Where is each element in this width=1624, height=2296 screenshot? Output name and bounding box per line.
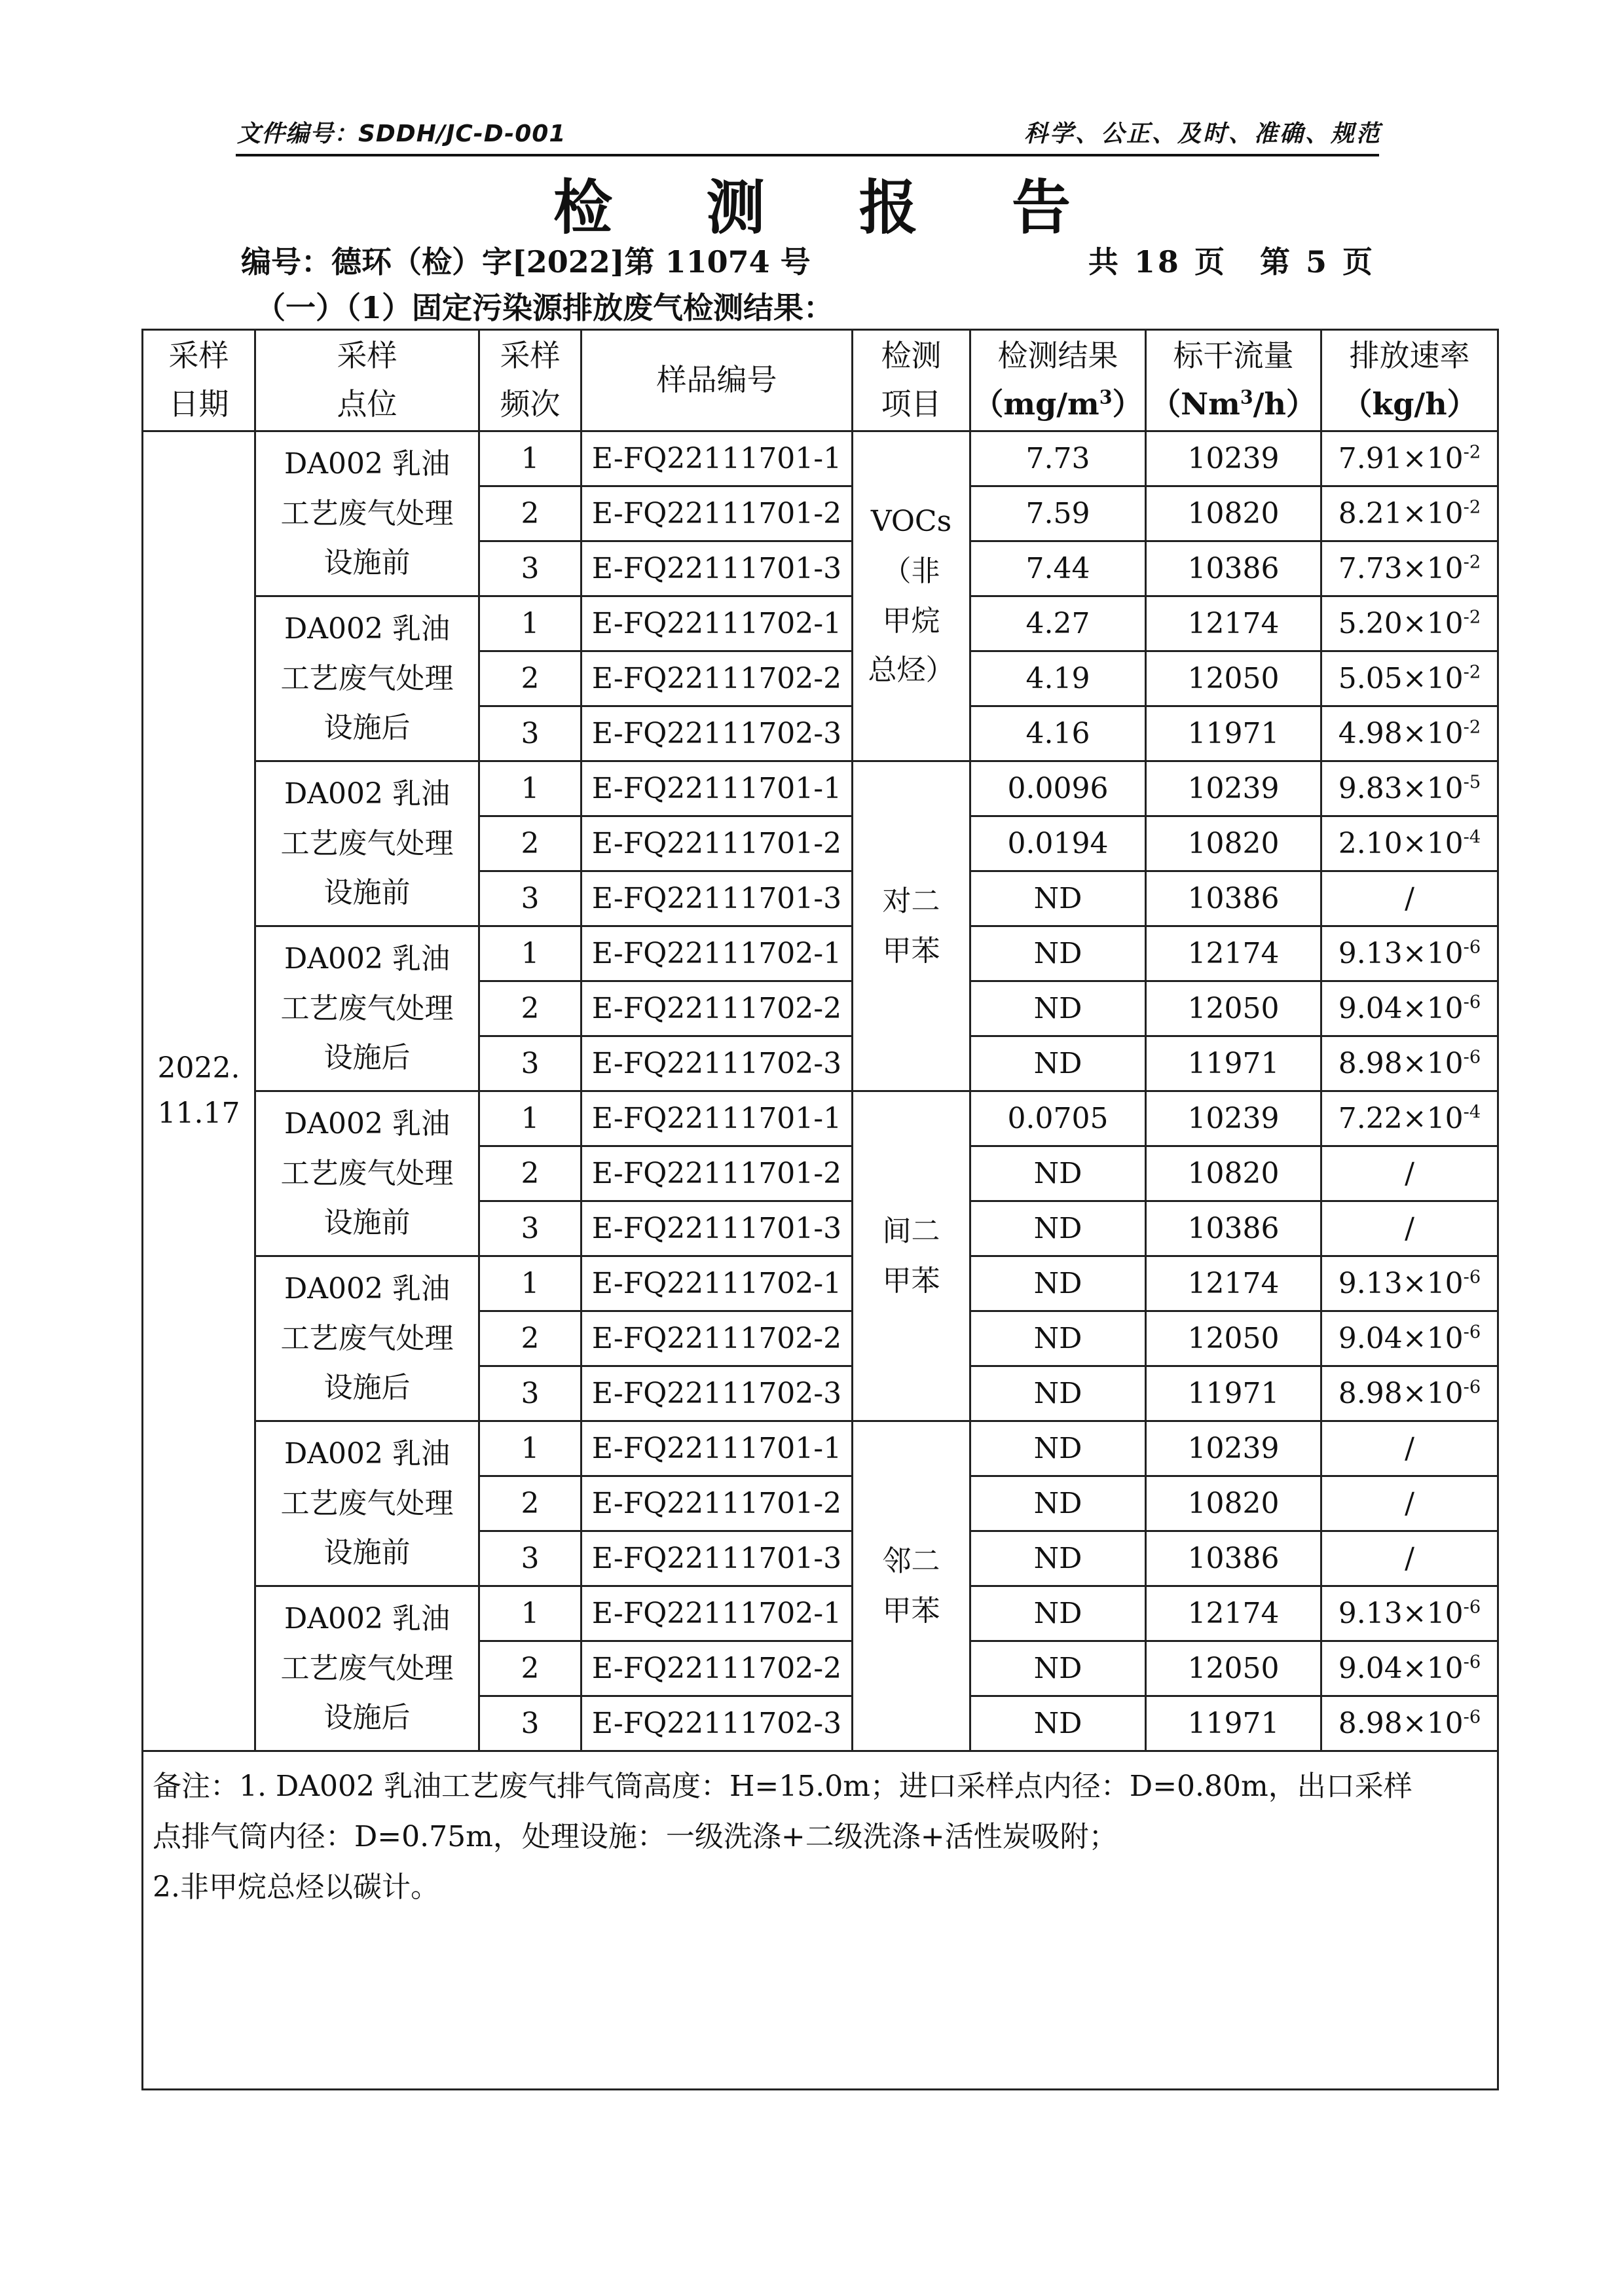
- result-cell: ND: [970, 1256, 1146, 1311]
- flow-cell: 10820: [1146, 1476, 1321, 1531]
- sample-id-cell: E-FQ22111702-3: [581, 1366, 853, 1421]
- sample-id-cell: E-FQ22111702-3: [581, 1036, 853, 1091]
- frequency-cell: 1: [479, 596, 581, 651]
- test-item-cell: VOCs （非 甲烷 总烃）: [853, 431, 970, 761]
- emission-rate-cell: $9.04\times 10^{-6}$: [1321, 981, 1498, 1036]
- frequency-cell: 2: [479, 651, 581, 706]
- sample-id-cell: E-FQ22111701-1: [581, 1421, 853, 1476]
- emission-rate-cell: $7.22\times 10^{-4}$: [1321, 1091, 1498, 1146]
- flow-cell: 10239: [1146, 1091, 1321, 1146]
- report-number: 编号：德环（检）字[2022]第 11074 号: [241, 244, 811, 280]
- flow-cell: 11971: [1146, 1036, 1321, 1091]
- header-sampling-point: 采样 点位: [255, 330, 479, 431]
- sample-id-cell: E-FQ22111702-2: [581, 1311, 853, 1366]
- flow-cell: 12174: [1146, 926, 1321, 981]
- flow-cell: 10820: [1146, 1146, 1321, 1201]
- frequency-cell: 3: [479, 541, 581, 596]
- table-row: [143, 596, 1498, 651]
- emission-rate-cell: /: [1321, 871, 1498, 926]
- table-header-row: [143, 330, 1498, 431]
- emission-rate-cell: $8.98\times 10^{-6}$: [1321, 1366, 1498, 1421]
- sampling-point-cell: DA002 乳油 工艺废气处理 设施后: [255, 926, 479, 1091]
- result-cell: 4.27: [970, 596, 1146, 651]
- header-test-result: 检测结果 $(mg/m^3)$: [970, 330, 1146, 431]
- frequency-cell: 2: [479, 1146, 581, 1201]
- result-cell: ND: [970, 1641, 1146, 1696]
- test-item-cell: 间二 甲苯: [853, 1091, 970, 1421]
- frequency-cell: 1: [479, 1091, 581, 1146]
- sample-id-cell: E-FQ22111702-2: [581, 1641, 853, 1696]
- frequency-cell: 3: [479, 1696, 581, 1751]
- result-cell: 0.0096: [970, 761, 1146, 816]
- result-cell: ND: [970, 1421, 1146, 1476]
- flow-cell: 10386: [1146, 1201, 1321, 1256]
- page-counter: 共 18 页 第 5 页: [1088, 244, 1375, 280]
- result-cell: 7.59: [970, 486, 1146, 541]
- result-cell: 4.19: [970, 651, 1146, 706]
- emission-rate-cell: $4.98\times 10^{-2}$: [1321, 706, 1498, 761]
- result-cell: 7.73: [970, 431, 1146, 486]
- notes-cell: [143, 1751, 1498, 2090]
- flow-cell: 12050: [1146, 981, 1321, 1036]
- frequency-cell: 1: [479, 926, 581, 981]
- emission-rate-cell: $8.98\times 10^{-6}$: [1321, 1696, 1498, 1751]
- emission-rate-cell: $8.21\times 10^{-2}$: [1321, 486, 1498, 541]
- document-code: 文件编号：SDDH/JC-D-001: [237, 120, 566, 147]
- frequency-cell: 1: [479, 1421, 581, 1476]
- emission-rate-cell: $9.83\times 10^{-5}$: [1321, 761, 1498, 816]
- frequency-cell: 2: [479, 486, 581, 541]
- frequency-cell: 2: [479, 816, 581, 871]
- emission-rate-cell: $7.73\times 10^{-2}$: [1321, 541, 1498, 596]
- emission-rate-cell: /: [1321, 1146, 1498, 1201]
- note-line: 备注：1. DA002 乳油工艺废气排气筒高度：H=15.0m；进口采样点内径：D=0.80m，出口采样: [153, 1770, 1412, 1803]
- result-cell: ND: [970, 1146, 1146, 1201]
- table-row: [143, 1586, 1498, 1641]
- test-item-cell: 对二 甲苯: [853, 761, 970, 1091]
- sample-id-cell: E-FQ22111702-2: [581, 981, 853, 1036]
- emission-rate-cell: $8.98\times 10^{-6}$: [1321, 1036, 1498, 1091]
- flow-cell: 10239: [1146, 1421, 1321, 1476]
- sampling-point-cell: DA002 乳油 工艺废气处理 设施后: [255, 1586, 479, 1751]
- table-row: [143, 926, 1498, 981]
- sample-id-cell: E-FQ22111701-1: [581, 431, 853, 486]
- emission-rate-cell: $9.13\times 10^{-6}$: [1321, 1586, 1498, 1641]
- sampling-date-cell: 2022. 11.17: [143, 431, 255, 1751]
- flow-cell: 12050: [1146, 1311, 1321, 1366]
- sample-id-cell: E-FQ22111701-2: [581, 1146, 853, 1201]
- emission-rate-cell: $9.04\times 10^{-6}$: [1321, 1311, 1498, 1366]
- sampling-point-cell: DA002 乳油 工艺废气处理 设施后: [255, 1256, 479, 1421]
- frequency-cell: 2: [479, 1641, 581, 1696]
- sample-id-cell: E-FQ22111701-1: [581, 1091, 853, 1146]
- frequency-cell: 3: [479, 1036, 581, 1091]
- report-title: 检 测 报 告: [553, 173, 1107, 242]
- sample-id-cell: E-FQ22111701-3: [581, 1201, 853, 1256]
- sample-id-cell: E-FQ22111701-2: [581, 816, 853, 871]
- sample-id-cell: E-FQ22111701-3: [581, 871, 853, 926]
- result-cell: ND: [970, 1476, 1146, 1531]
- emission-rate-cell: /: [1321, 1201, 1498, 1256]
- emission-rate-cell: /: [1321, 1531, 1498, 1586]
- result-cell: ND: [970, 1036, 1146, 1091]
- section-title: （一）（1）固定污染源排放废气检测结果：: [255, 290, 834, 325]
- frequency-cell: 2: [479, 1476, 581, 1531]
- emission-rate-cell: $9.13\times 10^{-6}$: [1321, 926, 1498, 981]
- result-cell: ND: [970, 1311, 1146, 1366]
- sample-id-cell: E-FQ22111702-2: [581, 651, 853, 706]
- flow-cell: 10820: [1146, 486, 1321, 541]
- emission-rate-cell: $9.04\times 10^{-6}$: [1321, 1641, 1498, 1696]
- flow-cell: 12050: [1146, 651, 1321, 706]
- table-row: [143, 1091, 1498, 1146]
- header-sampling-frequency: 采样 频次: [479, 330, 581, 431]
- emission-rate-cell: $9.13\times 10^{-6}$: [1321, 1256, 1498, 1311]
- result-cell: ND: [970, 1586, 1146, 1641]
- table-row: [143, 1256, 1498, 1311]
- frequency-cell: 2: [479, 1311, 581, 1366]
- emission-rate-cell: /: [1321, 1476, 1498, 1531]
- result-cell: ND: [970, 1201, 1146, 1256]
- header-sample-id: 样品编号: [581, 330, 853, 431]
- sampling-point-cell: DA002 乳油 工艺废气处理 设施前: [255, 431, 479, 596]
- flow-cell: 12050: [1146, 1641, 1321, 1696]
- flow-cell: 10386: [1146, 871, 1321, 926]
- table-row: [143, 431, 1498, 486]
- notes-row: [143, 1751, 1498, 2090]
- sample-id-cell: E-FQ22111701-3: [581, 541, 853, 596]
- sample-id-cell: E-FQ22111701-2: [581, 486, 853, 541]
- emission-rate-cell: $2.10\times 10^{-4}$: [1321, 816, 1498, 871]
- sample-id-cell: E-FQ22111702-1: [581, 926, 853, 981]
- header-motto: 科学、公正、及时、准确、规范: [1024, 120, 1382, 147]
- frequency-cell: 3: [479, 1201, 581, 1256]
- result-cell: ND: [970, 871, 1146, 926]
- flow-cell: 10239: [1146, 761, 1321, 816]
- frequency-cell: 1: [479, 1256, 581, 1311]
- flow-cell: 11971: [1146, 1366, 1321, 1421]
- emission-rate-cell: /: [1321, 1421, 1498, 1476]
- test-item-cell: 邻二 甲苯: [853, 1421, 970, 1751]
- header-dry-flow: 标干流量 （Nm$^3$/h）: [1146, 330, 1321, 431]
- frequency-cell: 3: [479, 1366, 581, 1421]
- result-cell: 0.0705: [970, 1091, 1146, 1146]
- table-row: [143, 1421, 1498, 1476]
- results-table: [141, 329, 1499, 2090]
- sampling-point-cell: DA002 乳油 工艺废气处理 设施前: [255, 761, 479, 926]
- result-cell: 0.0194: [970, 816, 1146, 871]
- sampling-point-cell: DA002 乳油 工艺废气处理 设施前: [255, 1091, 479, 1256]
- flow-cell: 12174: [1146, 1256, 1321, 1311]
- flow-cell: 12174: [1146, 1586, 1321, 1641]
- sample-id-cell: E-FQ22111702-1: [581, 596, 853, 651]
- note-line: 点排气筒内径：D=0.75m，处理设施：一级洗涤+二级洗涤+活性炭吸附；: [153, 1820, 1118, 1853]
- frequency-cell: 1: [479, 431, 581, 486]
- flow-cell: 11971: [1146, 706, 1321, 761]
- header-test-item: 检测 项目: [853, 330, 970, 431]
- frequency-cell: 3: [479, 1531, 581, 1586]
- header-emission-rate: 排放速率 （kg/h）: [1321, 330, 1498, 431]
- sample-id-cell: E-FQ22111702-3: [581, 1696, 853, 1751]
- flow-cell: 12174: [1146, 596, 1321, 651]
- frequency-cell: 1: [479, 761, 581, 816]
- sample-id-cell: E-FQ22111702-3: [581, 706, 853, 761]
- sample-id-cell: E-FQ22111701-2: [581, 1476, 853, 1531]
- result-cell: 7.44: [970, 541, 1146, 596]
- header-rule: [236, 154, 1379, 156]
- sample-id-cell: E-FQ22111702-1: [581, 1256, 853, 1311]
- result-cell: ND: [970, 1696, 1146, 1751]
- header-sampling-date: 采样 日期: [143, 330, 255, 431]
- flow-cell: 10386: [1146, 541, 1321, 596]
- flow-cell: 10386: [1146, 1531, 1321, 1586]
- frequency-cell: 2: [479, 981, 581, 1036]
- frequency-cell: 3: [479, 871, 581, 926]
- result-cell: ND: [970, 981, 1146, 1036]
- result-cell: ND: [970, 1366, 1146, 1421]
- sample-id-cell: E-FQ22111701-3: [581, 1531, 853, 1586]
- emission-rate-cell: $5.05\times 10^{-2}$: [1321, 651, 1498, 706]
- emission-rate-cell: $5.20\times 10^{-2}$: [1321, 596, 1498, 651]
- note-line: 2.非甲烷总烃以碳计。: [153, 1870, 439, 1904]
- table-row: [143, 761, 1498, 816]
- sampling-point-cell: DA002 乳油 工艺废气处理 设施前: [255, 1421, 479, 1586]
- result-cell: ND: [970, 926, 1146, 981]
- sampling-point-cell: DA002 乳油 工艺废气处理 设施后: [255, 596, 479, 761]
- result-cell: ND: [970, 1531, 1146, 1586]
- frequency-cell: 3: [479, 706, 581, 761]
- flow-cell: 10239: [1146, 431, 1321, 486]
- flow-cell: 11971: [1146, 1696, 1321, 1751]
- frequency-cell: 1: [479, 1586, 581, 1641]
- flow-cell: 10820: [1146, 816, 1321, 871]
- emission-rate-cell: $7.91\times 10^{-2}$: [1321, 431, 1498, 486]
- sample-id-cell: E-FQ22111701-1: [581, 761, 853, 816]
- result-cell: 4.16: [970, 706, 1146, 761]
- sample-id-cell: E-FQ22111702-1: [581, 1586, 853, 1641]
